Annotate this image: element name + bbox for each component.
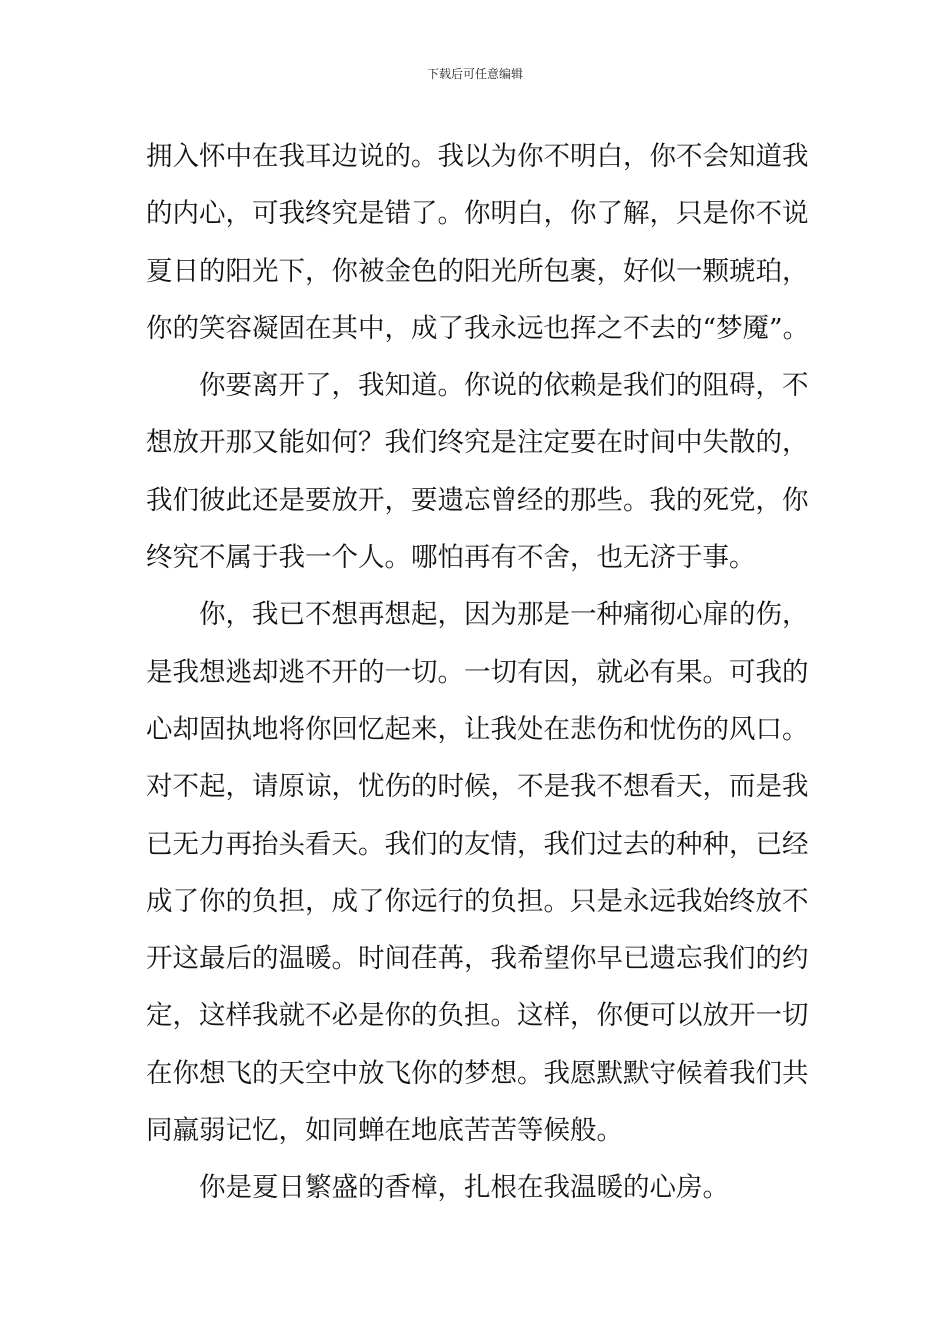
text-line: 对不起，请原谅，忧伤的时候，不是我不想看天，而是我 [146,771,809,803]
text-line: 心却固执地将你回忆起来，让我处在悲伤和忧伤的风口。 [146,713,809,745]
text-line: 开这最后的温暖。时间荏苒，我希望你早已遗忘我们的约 [146,943,809,975]
text-line: 你要离开了，我知道。你说的依赖是我们的阻碍，不 [199,370,809,402]
text-line: 你，我已不想再想起，因为那是一种痛彻心扉的伤， [199,599,809,631]
document-body [146,128,810,1217]
text-line: 定，这样我就不必是你的负担。这样，你便可以放开一切 [146,1000,809,1032]
text-line: 是我想逃却逃不开的一切。一切有因，就必有果。可我的 [146,656,809,688]
text-line: 的内心，可我终究是错了。你明白，你了解，只是你不说 [146,198,809,230]
text-line: 同羸弱记忆，如同蝉在地底苦苦等候般。 [146,1115,623,1147]
text-line: 在你想飞的天空中放飞你的梦想。我愿默默守候着我们共 [146,1057,809,1089]
text-line: 想放开那又能如何？我们终究是注定要在时间中失散的， [146,427,809,459]
text-line: 成了你的负担，成了你远行的负担。只是永远我始终放不 [146,885,809,917]
header-text: 下载后可任意编辑 [426,67,523,81]
page-header [0,66,950,82]
text-line: 已无力再抬头看天。我们的友情，我们过去的种种，已经 [146,828,809,860]
text-line: 夏日的阳光下，你被金色的阳光所包裹，好似一颗琥珀， [146,255,809,287]
text-line: 拥入怀中在我耳边说的。我以为你不明白，你不会知道我 [146,141,809,172]
text-line: 终究不属于我一个人。哪怕再有不舍，也无济于事。 [146,542,756,574]
text-line: 我们彼此还是要放开，要遗忘曾经的那些。我的死党，你 [146,484,809,516]
text-line: 你是夏日繁盛的香樟，扎根在我温暖的心房。 [199,1172,729,1204]
text-line: 你的笑容凝固在其中，成了我永远也挥之不去的“梦魇”。 [146,312,810,344]
